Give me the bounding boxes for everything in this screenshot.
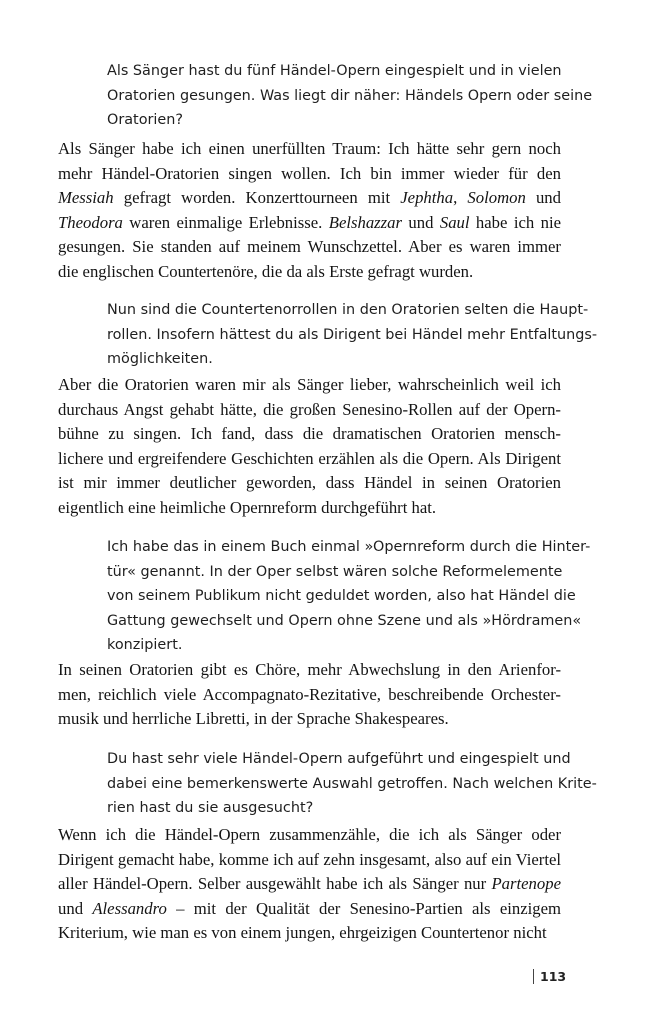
italic-title: Jephtha [400,188,454,207]
text-run: , [453,188,468,207]
text-line: Oratorien? [107,112,184,128]
text-run: durchaus Angst gehabt hätte, die großen Senesino-Rollen auf der Opern- [58,399,561,419]
italic-title: Theodora [58,212,123,232]
text-run: gefragt worden. Konzerttourneen mit [113,188,401,207]
text-line [58,373,561,398]
text-line [58,872,561,897]
text-run: ist mir immer deutlicher geworden, dass Händel in seinen Oratorien [58,473,561,492]
interview-question [107,298,598,372]
italic-title: Belshazzar [328,212,403,232]
text-line: tür« genannt. In der Oper selbst wären solche Reformelemente [107,563,563,580]
text-line: rollen. Insofern hättest du als Dirigent bei Händel mehr Entfaltungs- [107,326,598,343]
text-run: und [525,188,561,207]
text-run: lichere und ergreifendere Geschichten erzählen als die Opern. Als Dirigent [58,448,561,468]
text-line [58,683,561,708]
text-line [58,496,561,521]
italic-title: Solomon [467,188,526,207]
text-run: die englischen Countertenöre, die da als Erste gefragt wurden. [58,261,474,281]
text-line: rien hast du sie ausgesucht? [107,800,314,816]
interview-answer [58,373,561,520]
text-run: und [58,898,93,918]
interview-question [107,747,597,821]
text-line [58,260,561,285]
text-line: Nun sind die Countertenorrollen in den Oratorien selten die Haupt- [107,302,589,318]
text-line: Gattung gewechselt und Opern ohne Szene und als »Hördramen« [107,612,582,629]
text-run: musik und herrliche Libretti, in der Sprache Shakespeares. [58,709,449,728]
text-line [58,921,561,946]
text-run: – mit der Qualität der Senesino-Partien als einzigem [166,898,562,918]
italic-title: Messiah [58,188,114,207]
text-line: Oratorien gesungen. Was liegt dir näher: Händels Opern oder seine [107,87,593,104]
page-number: 113 [533,969,566,984]
text-line [58,658,561,683]
text-line: Du hast sehr viele Händel-Opern aufgeführt und eingespielt und [107,751,571,767]
text-line [58,471,561,496]
text-run: waren einmalige Erlebnisse. [122,212,329,232]
text-line [58,422,561,447]
text-line [58,137,561,162]
interview-answer [58,658,561,732]
text-line: von seinem Publikum nicht geduldet worden, also hat Händel die [107,588,576,604]
interview-answer [58,823,561,946]
text-line [58,235,561,260]
text-line: konzipiert. [107,637,183,653]
interview-question [107,59,593,133]
text-line [58,823,561,848]
text-line: dabei eine bemerkenswerte Auswahl getroffen. Nach welchen Krite- [107,775,597,792]
interview-answer [58,137,561,284]
text-run: und [402,212,440,232]
text-run: habe ich nie [469,212,562,232]
text-run: mehr Händel-Oratorien singen wollen. Ich bin immer wieder für den [58,163,561,183]
text-run: In seinen Oratorien gibt es Chöre, mehr Abwechslung in den Arienfor- [58,660,561,679]
italic-title: Alessandro [92,898,167,918]
text-run: aller Händel-Opern. Selber ausgewählt habe ich als Sänger nur [58,874,492,893]
text-line [58,447,561,472]
text-line: Ich habe das in einem Buch einmal »Opernreform durch die Hinter- [107,539,591,555]
text-line: Als Sänger hast du fünf Händel-Opern eingespielt und in vielen [107,63,562,79]
text-run: Als Sänger habe ich einen unerfüllten Traum: Ich hätte sehr gern noch [58,139,561,158]
text-run: eigentlich eine heimliche Opernreform durchgeführt hat. [58,497,437,517]
text-run: men, reichlich viele Accompagnato-Rezitative, beschreibende Orchester- [58,684,561,704]
text-line [58,897,561,922]
italic-title: Partenope [491,874,561,893]
italic-title: Saul [439,212,470,232]
text-line [58,211,561,236]
text-run: gesungen. Sie standen auf meinem Wunschzettel. Aber es waren immer [58,237,561,256]
text-run: Dirigent gemacht habe, komme ich auf zehn insgesamt, also auf ein Viertel [58,849,561,869]
text-run: Wenn ich die Händel-Opern zusammenzähle, die ich als Sänger oder [58,825,561,844]
text-run: bühne zu singen. Ich fand, dass die dramatischen Oratorien mensch- [58,424,561,443]
text-run: Aber die Oratorien waren mir als Sänger lieber, wahrscheinlich weil ich [58,375,561,394]
text-line [58,162,561,187]
text-line: möglichkeiten. [107,351,213,367]
text-line [58,707,561,732]
text-line [58,398,561,423]
text-run: Kriterium, wie man es von einem jungen, ehrgeizigen Countertenor nicht [58,923,547,942]
text-line [58,848,561,873]
text-line [58,186,561,211]
interview-question [107,535,591,658]
